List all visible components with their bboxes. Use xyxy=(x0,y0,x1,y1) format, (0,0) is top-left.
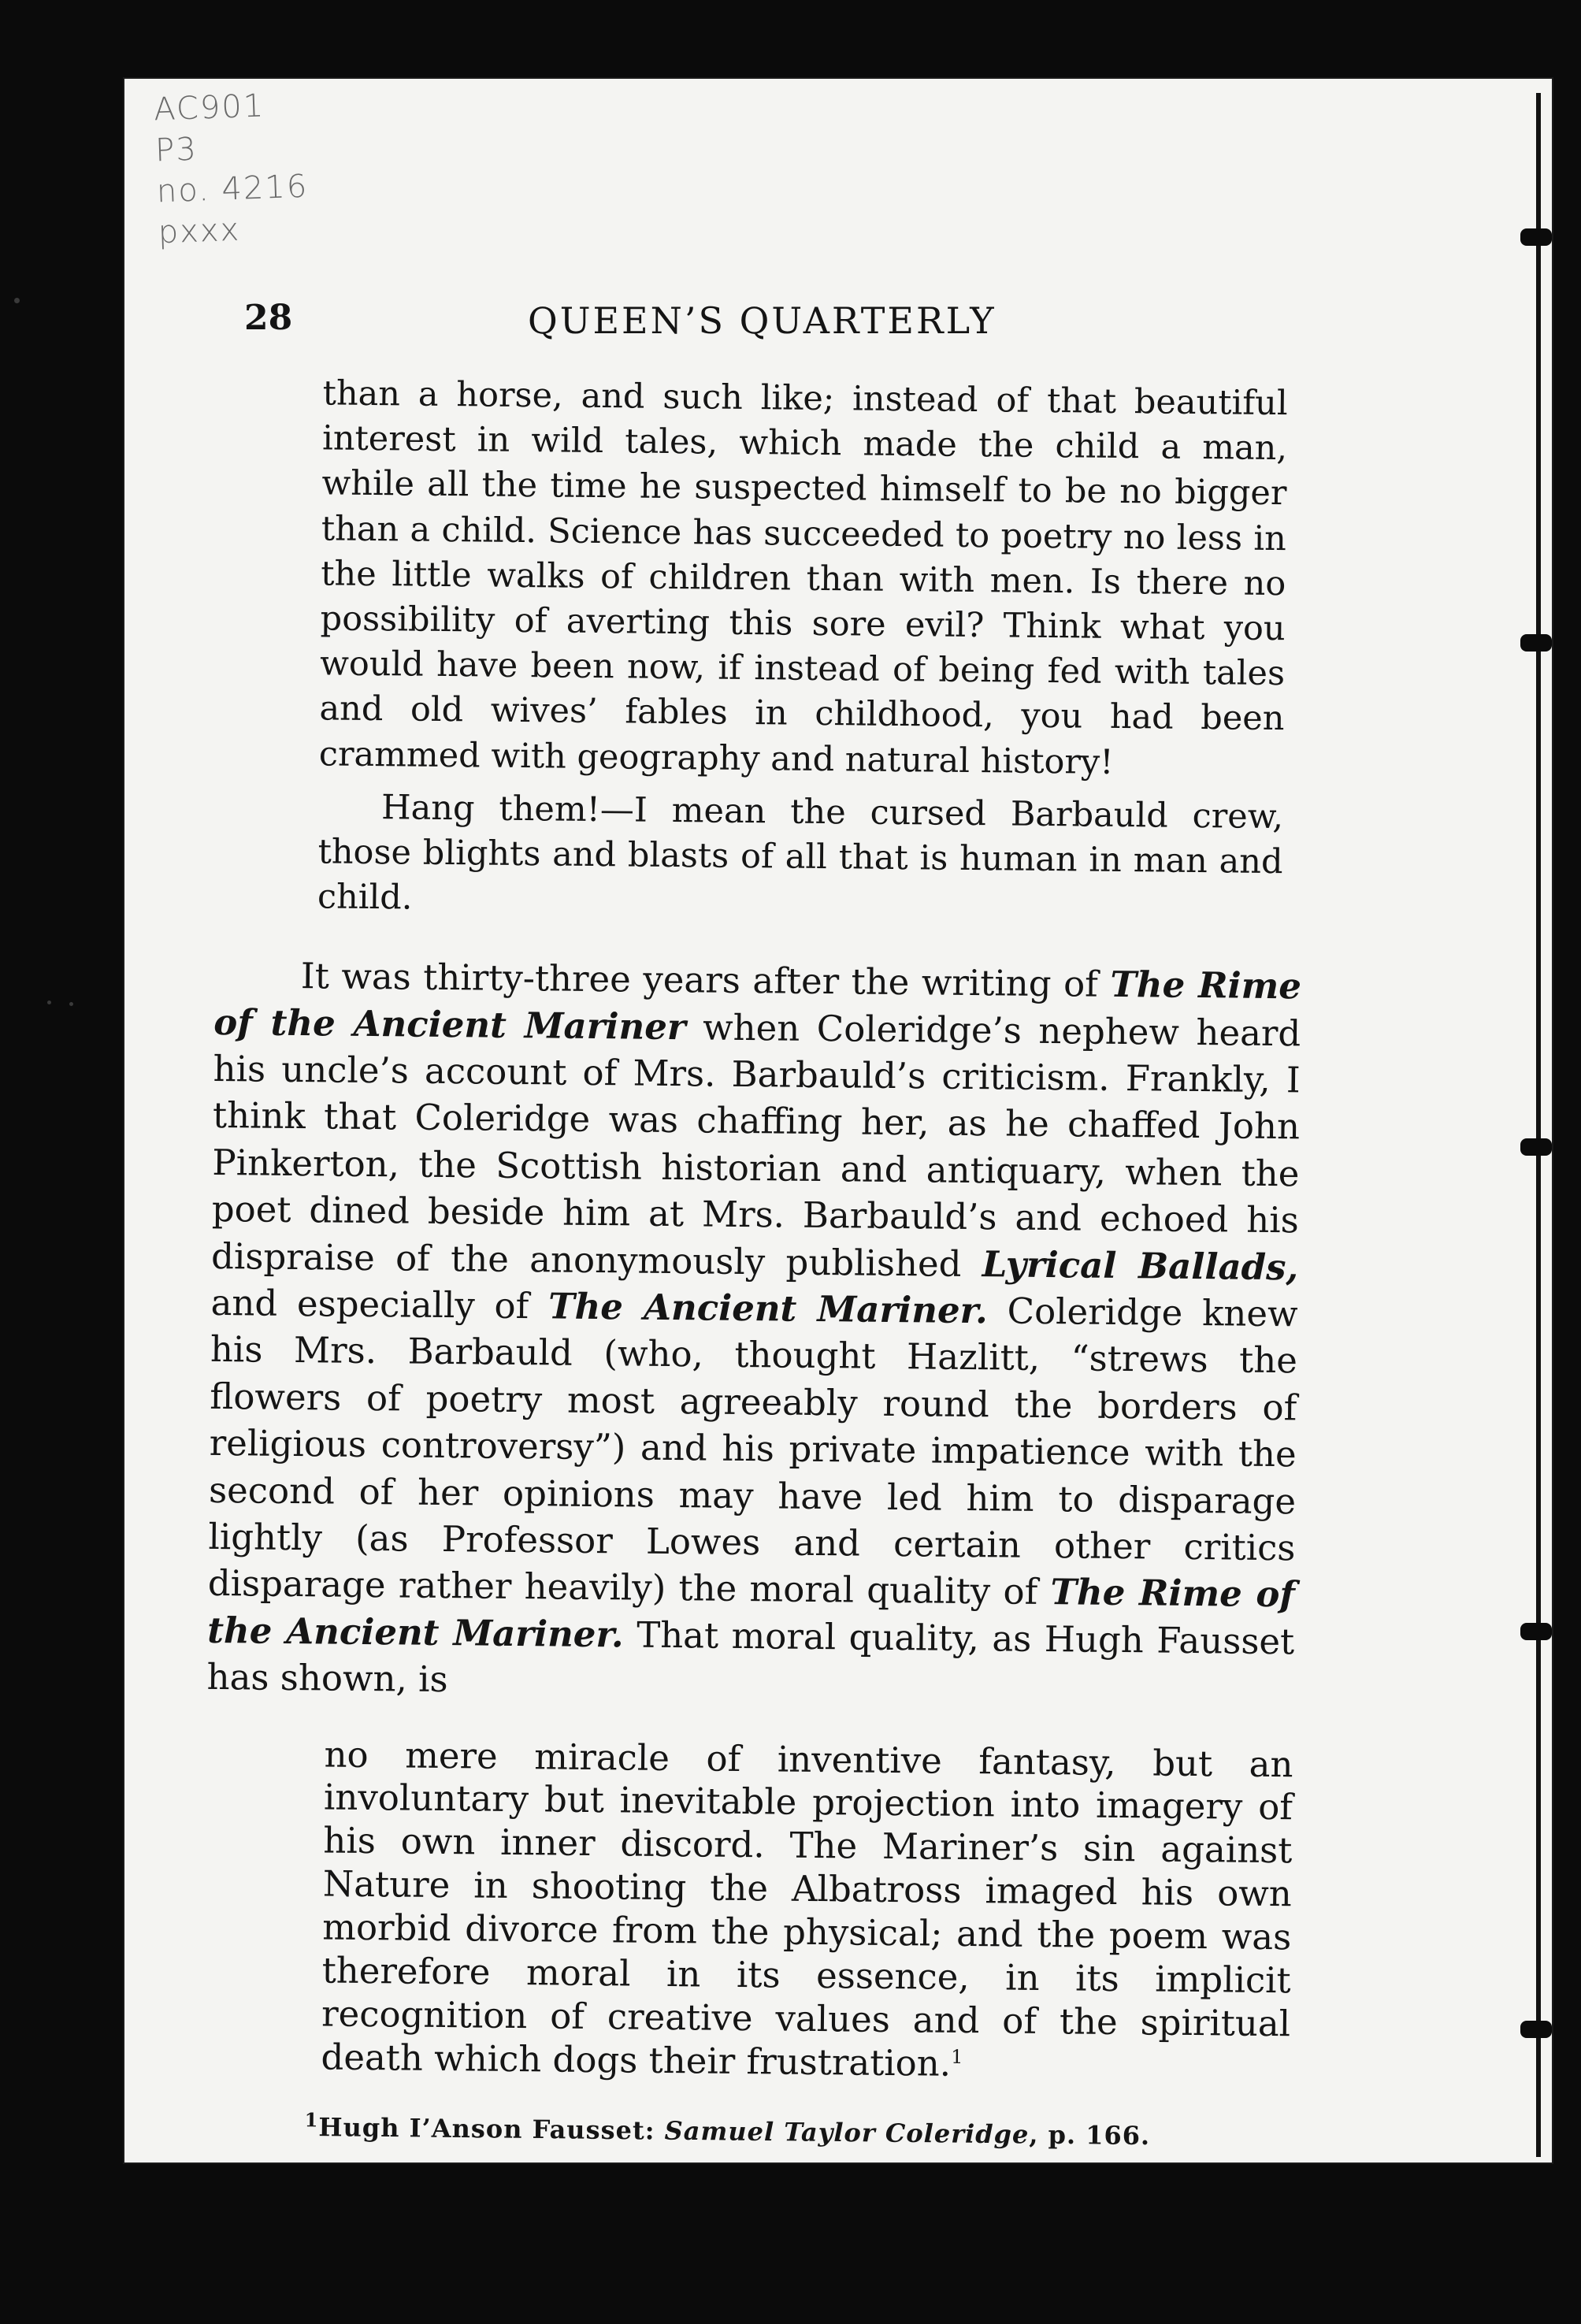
body-text: Coleridge knew his Mrs. Barbauld (who, thought Hazlitt, “strews the flowers of poetry most agreeably round the borders of religious controversy”) and his private impatience with the second of her opinions may have led him to disparage lightly (as Professor Lowes and certain other critics disparage rather heavily) the moral quality of xyxy=(207,1290,1298,1613)
work-title: The Rime of the Ancient Mariner. xyxy=(206,1571,1296,1656)
binding-notch xyxy=(1520,1623,1552,1640)
page-content xyxy=(202,370,1323,2154)
shelfmark-line: pxxx xyxy=(157,211,241,251)
scan-speck xyxy=(14,298,20,303)
body-text: when Coleridge’s nephew heard his uncle’s account of Mrs. Barbauld’s criticism. Frankly, I think that Coleridge was chaffing her, as he chaffed John Pinkerton, the Scottish historian and antiquary, when the poet dined beside him at Mrs. Barbauld’s and echoed his dispraise of the anonymously published xyxy=(210,1005,1301,1285)
quote-paragraph: than a horse, and such like; instead of that beautiful interest in wild tales, which made the child a man, while all the time he suspected himself to be no bigger than a child. Science has succeeded to poetry no less in the little walks of children than with men. Is there no possibility of averting this sore evil? Think what you would have been now, if instead of being fed with tales and old wives’ fables in childhood, you had been crammed with geography and natural history! xyxy=(318,373,1288,782)
page-number: 28 xyxy=(244,298,293,338)
binding-notch xyxy=(1520,1138,1552,1156)
shelfmark-line: no. 4216 xyxy=(156,168,310,210)
footnote-marker: 1 xyxy=(304,2107,319,2132)
binding-notch xyxy=(1520,2021,1552,2038)
work-title: Lyrical Ballads, xyxy=(982,1242,1299,1288)
page-header xyxy=(244,291,1347,347)
body-text: and especially of xyxy=(210,1281,549,1327)
quote-text: no mere miracle of inventive fantasy, but an involuntary but inevitable projection into imagery of his own inner discord. The Mariner’s sin against Nature in shooting the Albatross imaged his own morbid divorce from the physical; and the poem was therefore moral in its essence, in its implicit recognition of creative values and of the spiritual death which dogs their frustration. xyxy=(321,1732,1293,2085)
page-binding-edge xyxy=(1536,93,1541,2157)
scan-speck xyxy=(69,1002,73,1006)
block-quote-fausset xyxy=(321,1733,1293,2089)
shelfmark-line: P3 xyxy=(154,131,199,169)
footnote-author: Hugh I’Anson Fausset: xyxy=(318,2111,665,2146)
binding-notch xyxy=(1520,228,1552,246)
work-title: The Ancient Mariner. xyxy=(547,1285,989,1332)
handwritten-shelfmark xyxy=(153,84,310,254)
shelfmark-line: AC901 xyxy=(153,87,265,128)
work-title: The Rime of the Ancient Mariner xyxy=(213,963,1302,1048)
body-text: It was thirty-three years after the writing of xyxy=(300,955,1111,1006)
running-head: QUEEN’S QUARTERLY xyxy=(528,299,996,342)
body-paragraph xyxy=(206,952,1301,1712)
body-text: That moral quality, as Hugh Fausset has shown, is xyxy=(206,1613,1295,1701)
quote-paragraph: Hang them!—I mean the cursed Barbauld crew, those blights and blasts of all that is human in man and child. xyxy=(317,787,1284,918)
footnote-reference: 1 xyxy=(951,2045,963,2068)
block-quote xyxy=(317,371,1288,930)
scan-speck xyxy=(47,1001,51,1004)
footnote-work-title: Samuel Taylor Coleridge xyxy=(664,2115,1030,2150)
footnote-page: , p. 166. xyxy=(1029,2119,1151,2151)
binding-notch xyxy=(1520,634,1552,652)
